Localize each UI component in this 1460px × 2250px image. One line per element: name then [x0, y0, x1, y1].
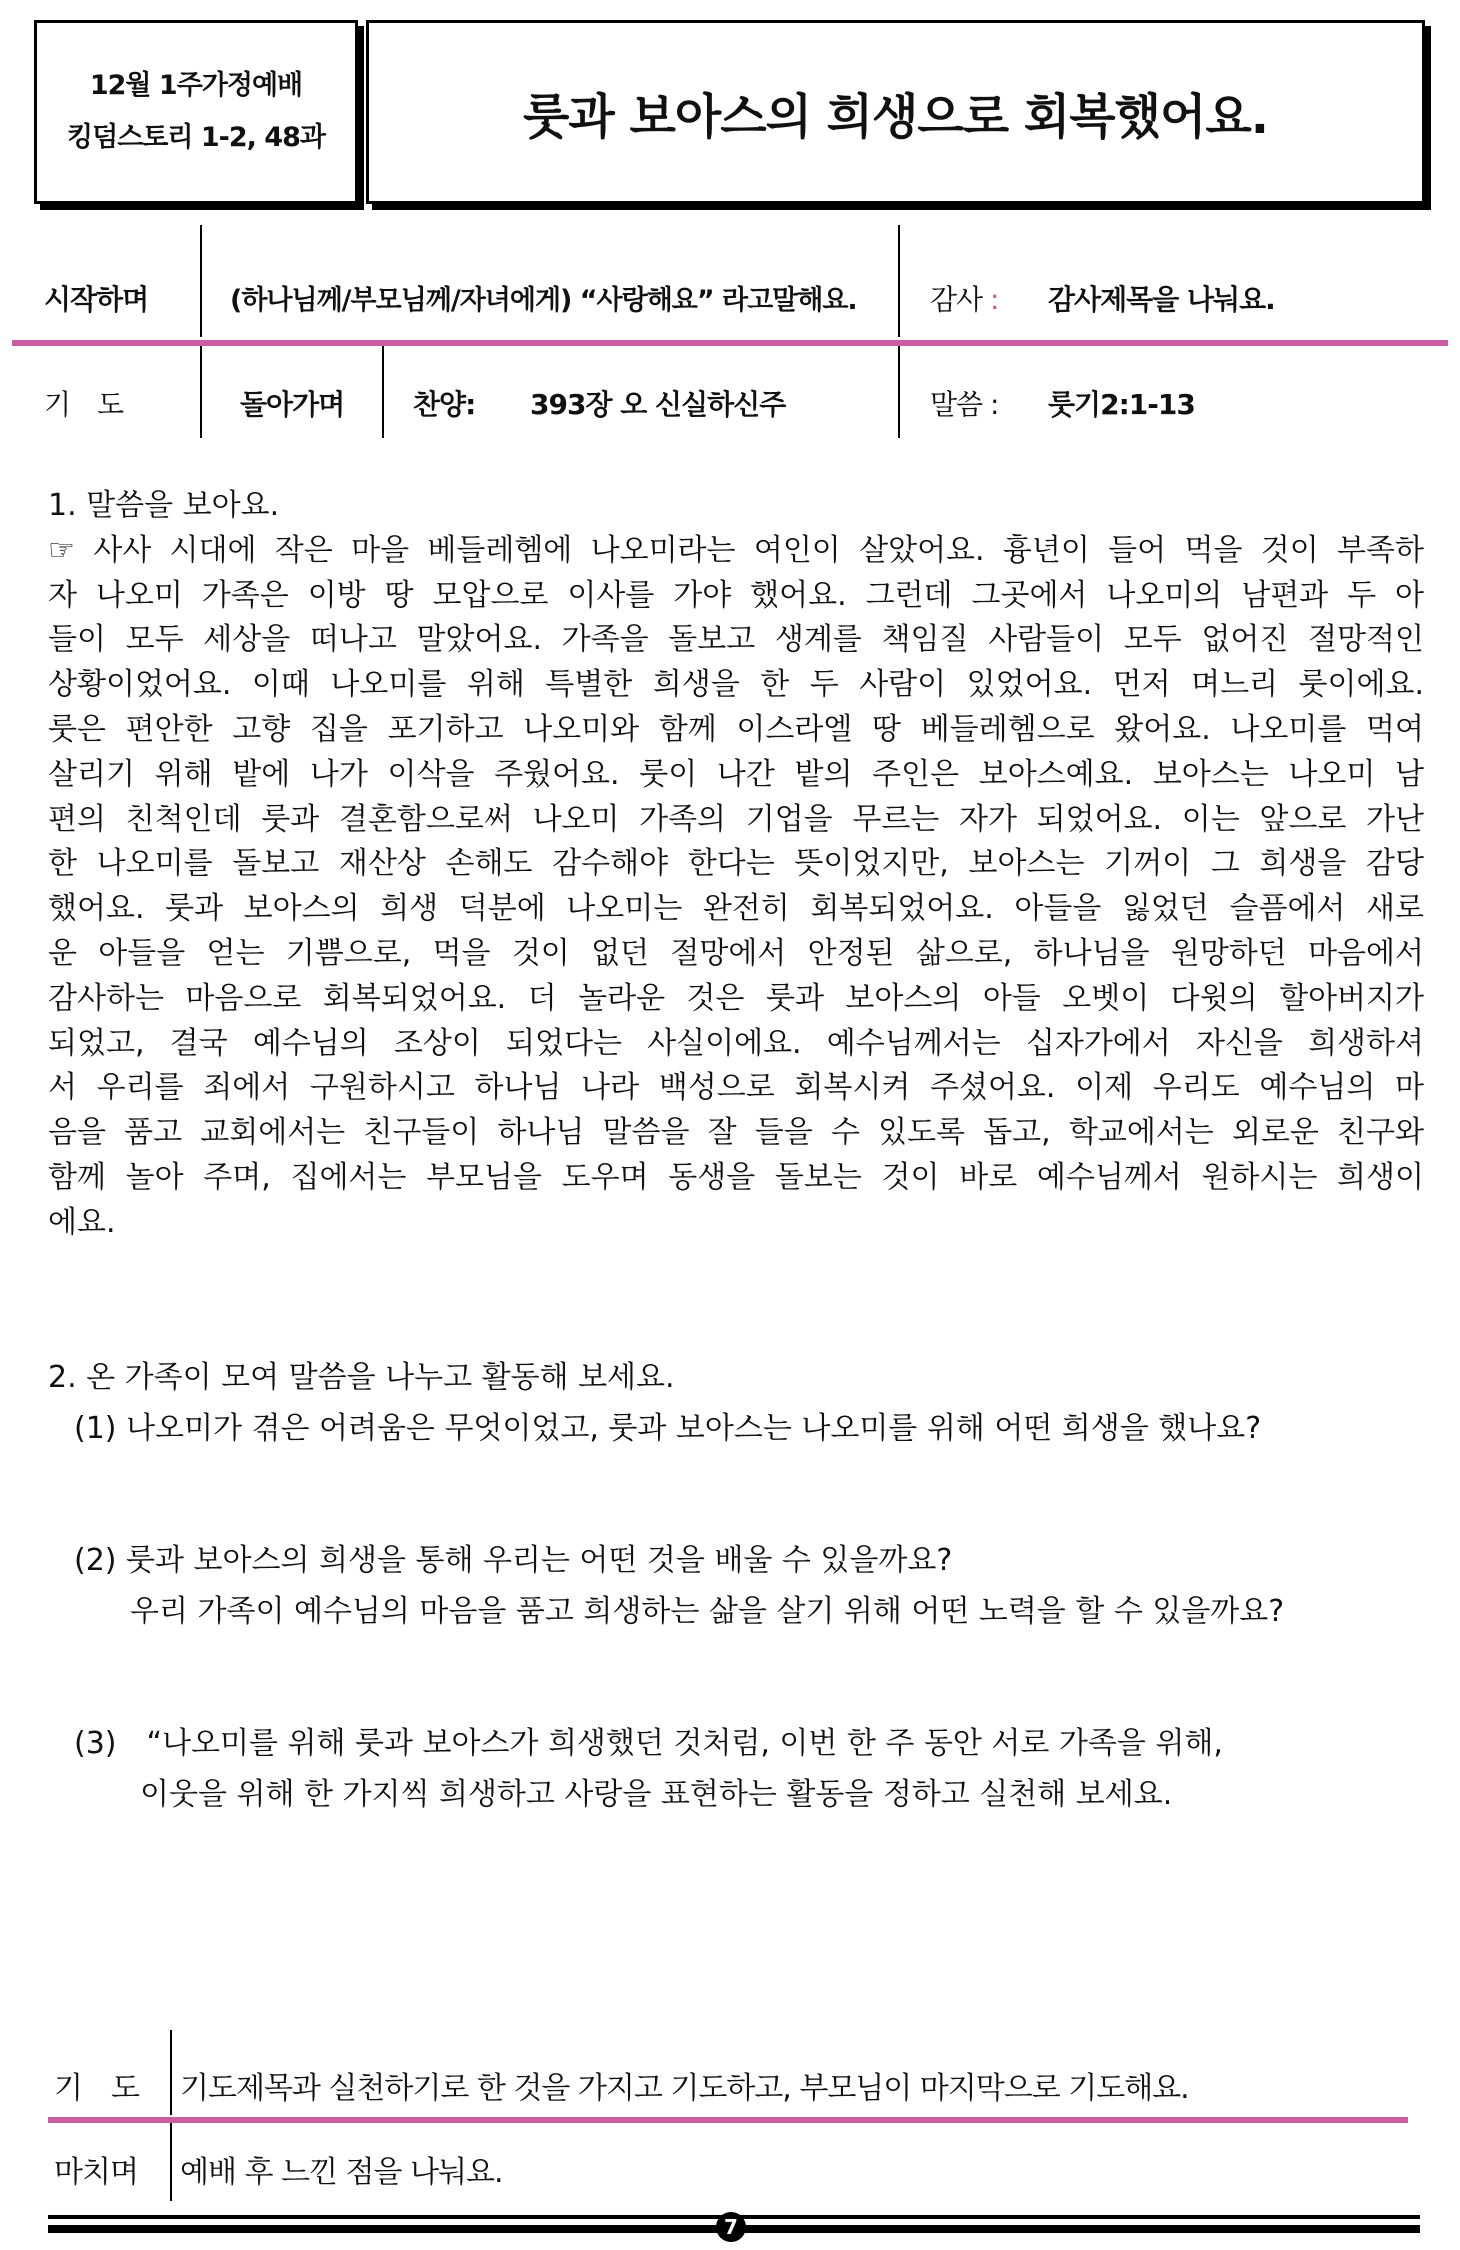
sermon-line: 살리기 위해 밭에 나가 이삭을 주웠어요. 룻이 나간 밭의 주인은 보아스예요. 보아스는 나오미 남	[48, 756, 1424, 792]
closing-prayer-text: 기도제목과 실천하기로 한 것을 가지고 기도하고, 부모님이 마지막으로 기도해요.	[180, 2071, 1189, 2106]
sermon-line: 한 나오미를 돌보고 재산상 손해도 감수해야 한다는 뜻이었지만, 보아스는 기꺼이 그 희생을 감당	[48, 846, 1424, 882]
sermon-line: 서 우리를 죄에서 구원하시고 하나님 나라 백성으로 회복시켜 주셨어요. 이제 우리도 예수님의 마	[48, 1070, 1424, 1106]
start-label: 시작하며	[44, 283, 149, 316]
sermon-line: 운 아들을 얻는 기쁨으로, 먹을 것이 없던 절망에서 안정된 삶으로, 하나님을 원망하던 마음에서	[48, 935, 1424, 971]
hymn-label: 찬양:	[413, 388, 476, 421]
divider	[170, 2123, 172, 2201]
title-box	[366, 20, 1425, 204]
sermon-line: ☞ 사사 시대에 작은 마을 베들레헴에 나오미라는 여인이 살았어요. 흉년이 들어 먹을 것이 부족하	[48, 532, 1424, 568]
thanks-label: 감사	[930, 283, 983, 316]
question-1: (1) 나오미가 겪은 어려움은 무엇이었고, 룻과 보아스는 나오미를 위해 어떤 희생을 했나요?	[74, 1411, 1262, 1446]
closing-text: 예배 후 느낀 점을 나눠요.	[180, 2155, 503, 2190]
divider	[898, 225, 900, 337]
sermon-line: 했어요. 룻과 보아스의 희생 덕분에 나오미는 완전히 회복되었어요. 아들을 잃었던 슬픔에서 새로	[48, 891, 1424, 927]
closing-label: 마치며	[54, 2155, 138, 2190]
prayer-text: 돌아가며	[240, 388, 345, 421]
closing-prayer-label: 기 도	[54, 2071, 139, 2106]
thanks-colon: :	[990, 283, 999, 316]
page-title: 룻과 보아스의 희생으로 회복했어요.	[523, 88, 1268, 145]
page-number: 7	[716, 2212, 746, 2242]
prayer-label: 기 도	[44, 388, 124, 421]
sermon-line: 들이 모두 세상을 떠나고 말았어요. 가족을 돌보고 생계를 책임질 사람들이 모두 없어진 절망적인	[48, 622, 1424, 658]
sermon-line: 감사하는 마음으로 회복되었어요. 더 놀라운 것은 룻과 보아스의 아들 오벳이 다윗의 할아버지가	[48, 980, 1424, 1016]
sermon-line: 음을 품고 교회에서는 친구들이 하나님 말씀을 잘 들을 수 있도록 돕고, 학교에서는 외로운 친구와	[48, 1115, 1424, 1151]
word-text: 룻기2:1-13	[1048, 388, 1195, 421]
week-label: 12월 1주가정예배	[89, 70, 303, 101]
divider	[382, 346, 384, 438]
sermon-line: 상황이었어요. 이때 나오미를 위해 특별한 희생을 한 두 사람이 있었어요. 먼저 며느리 룻이에요.	[48, 667, 1424, 703]
start-text: (하나님께/부모님께/자녀에게) “사랑해요” 라고말해요.	[230, 285, 857, 316]
sermon-line: 에요.	[48, 1204, 116, 1240]
pink-divider	[12, 340, 1448, 346]
section1-heading: 1. 말씀을 보아요.	[48, 488, 280, 523]
section2-heading: 2. 온 가족이 모여 말씀을 나누고 활동해 보세요.	[48, 1360, 675, 1395]
sermon-section	[48, 484, 1424, 1246]
divider	[170, 2030, 172, 2115]
week-info-box	[34, 20, 358, 204]
question-2: (2) 룻과 보아스의 희생을 통해 우리는 어떤 것을 배울 수 있을까요?	[74, 1543, 953, 1578]
hymn-text: 393장 오 신실하신주	[530, 388, 786, 421]
sermon-line: 함께 놀아 주며, 집에서는 부모님을 도우며 동생을 돌보는 것이 바로 예수님께서 원하시는 희생이	[48, 1159, 1424, 1195]
divider	[898, 346, 900, 438]
thanks-text: 감사제목을 나눠요.	[1048, 283, 1275, 316]
sermon-line: 편의 친척인데 룻과 결혼함으로써 나오미 가족의 기업을 무르는 자가 되었어요. 이는 앞으로 가난	[48, 801, 1424, 837]
lesson-label: 킹덤스토리 1-2, 48과	[67, 122, 325, 153]
thanks-row	[930, 278, 998, 318]
question-2-cont: 우리 가족이 예수님의 마음을 품고 희생하는 삶을 살기 위해 어떤 노력을 할 수 있을까요?	[130, 1594, 1285, 1629]
question-3: (3) “나오미를 위해 룻과 보아스가 희생했던 것처럼, 이번 한 주 동안 서로 가족을 위해,	[74, 1726, 1223, 1761]
divider	[200, 225, 202, 337]
sermon-line: 룻은 편안한 고향 집을 포기하고 나오미와 함께 이스라엘 땅 베들레헴으로 왔어요. 나오미를 먹여	[48, 711, 1424, 747]
divider	[200, 346, 202, 438]
sermon-line: 되었고, 결국 예수님의 조상이 되었다는 사실이에요. 예수님께서는 십자가에서 자신을 희생하셔	[48, 1025, 1424, 1061]
question-3-cont: 이웃을 위해 한 가지씩 희생하고 사랑을 표현하는 활동을 정하고 실천해 보세요.	[140, 1777, 1173, 1812]
word-label: 말씀 :	[930, 388, 999, 421]
pink-divider	[48, 2117, 1408, 2123]
sermon-line: 자 나오미 가족은 이방 땅 모압으로 이사를 가야 했어요. 그런데 그곳에서 나오미의 남편과 두 아	[48, 577, 1424, 613]
